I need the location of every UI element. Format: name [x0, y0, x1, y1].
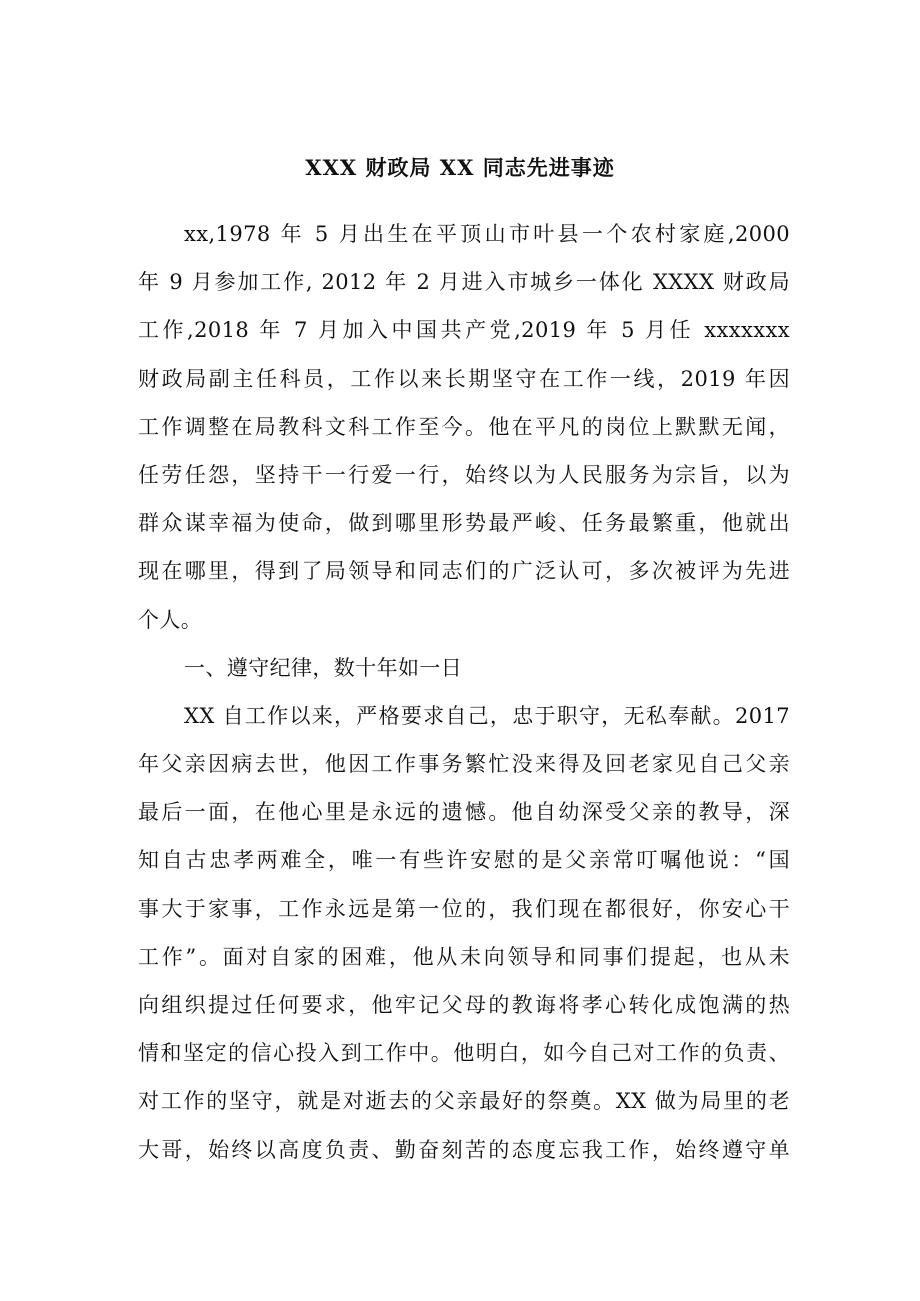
document-title: XXX 财政局 XX 同志先进事迹	[305, 155, 615, 180]
paragraph-line: 知自古忠孝两难全，唯一有些许安慰的是父亲常叮嘱他说：“国	[138, 848, 790, 873]
paragraph-line: 年父亲因病去世，他因工作事务繁忙没来得及回老家见自己父亲	[138, 752, 790, 777]
paragraph-line: 任劳任怨，坚持干一行爱一行，始终以为人民服务为宗旨，以为	[138, 462, 790, 487]
paragraph-line: 向组织提过任何要求，他牢记父母的教诲将孝心转化成饱满的热	[138, 993, 790, 1017]
paragraph-line: 年 9 月参加工作, 2012 年 2 月进入市城乡一体化 XXXX 财政局	[138, 270, 790, 295]
paragraph-line: xx,1978 年 5 月出生在平顶山市叶县一个农村家庭,2000	[184, 222, 790, 246]
section-heading: 一、遵守纪律，数十年如一日	[184, 655, 463, 680]
paragraph-line: 对工作的坚守，就是对逝去的父亲最好的祭奠。XX 做为局里的老	[138, 1089, 790, 1114]
paragraph-line: 事大于家事，工作永远是第一位的，我们现在都很好，你安心干	[138, 896, 790, 921]
paragraph-line: 工作调整在局教科文科工作至今。他在平凡的岗位上默默无闻，	[138, 414, 790, 439]
paragraph-line: 工作”。面对自家的困难，他从未向领导和同事们提起，也从未	[138, 944, 790, 969]
paragraph-line: 财政局副主任科员，工作以来长期坚守在工作一线，2019 年因	[138, 366, 790, 391]
paragraph-line: 情和坚定的信心投入到工作中。他明白，如今自己对工作的负责、	[138, 1041, 790, 1066]
paragraph-line: 最后一面，在他心里是永远的遗憾。他自幼深受父亲的教导，深	[138, 800, 790, 825]
paragraph-line: 大哥，始终以高度负责、勤奋刻苦的态度忘我工作，始终遵守单	[138, 1137, 790, 1162]
document-body	[138, 210, 790, 1174]
paragraph-line: 现在哪里，得到了局领导和同志们的广泛认可，多次被评为先进	[138, 559, 790, 584]
paragraph-line: XX 自工作以来，严格要求自己，忠于职守，无私奉献。2017	[184, 703, 790, 728]
paragraph-line: 个人。	[138, 607, 203, 632]
paragraph-line: 群众谋幸福为使命，做到哪里形势最严峻、任务最繁重，他就出	[138, 511, 790, 536]
paragraph-line: 工作,2018 年 7 月加入中国共产党,2019 年 5 月任 xxxxxxx	[138, 318, 790, 343]
